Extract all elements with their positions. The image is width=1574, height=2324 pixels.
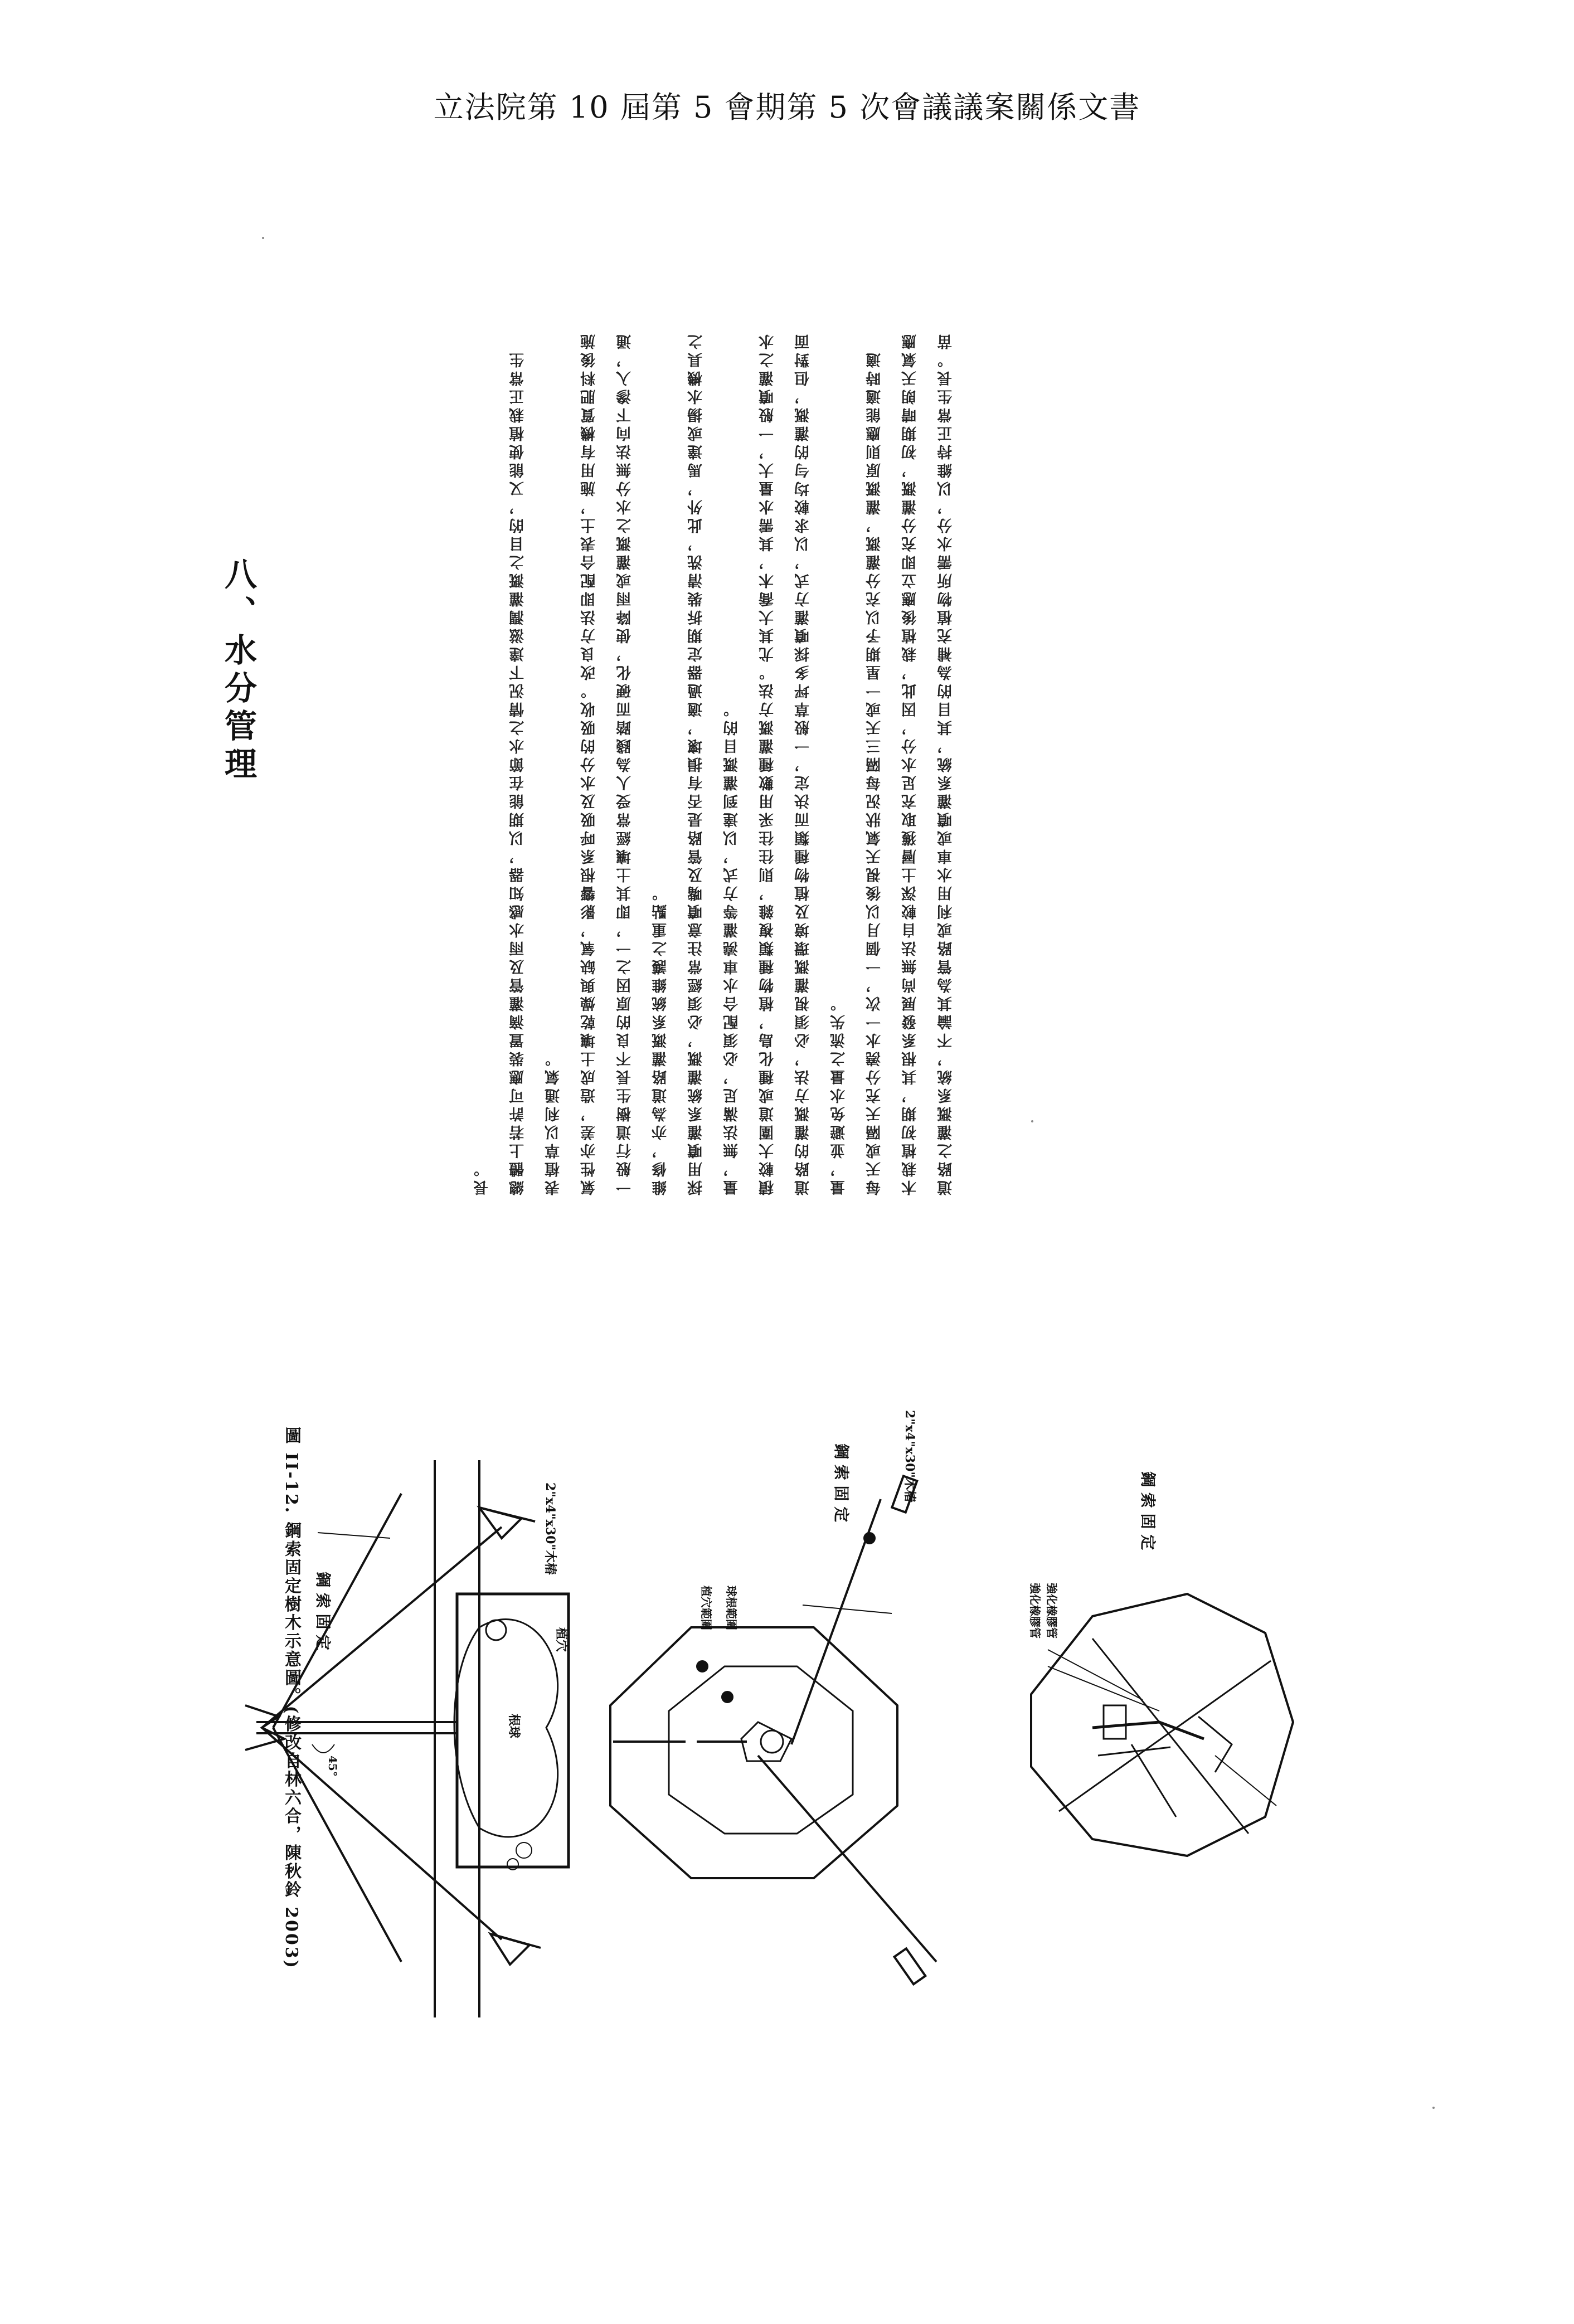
scan-speck [1432,2107,1435,2109]
plan-view-diagram [610,1476,936,1984]
hose-detail-diagram [1031,1594,1293,1856]
cable-fixing-label: 鋼 索 固 定 [314,1572,332,1651]
pit-range-label: 植穴範圍 [699,1586,713,1630]
paragraph: 一般行道樹生長不良的原因之一，即其土壤經常受人為踐踏而硬化，使降雨或灌溉之水分無法向下滲入，通氣性亦差，造成土壤乾燥與缺氧，影響根系呼吸及水分的吸收。改良方法即配合表土，施用有機質肥料後施表植草以利通氣。 [545,331,634,1195]
cable-fixing-label-2: 鋼 索 固 定 [832,1443,851,1523]
paragraph: 總體上若許可應裝置滴灌管及雨水感知器，以期能在節水之情況下達滋潤灌溉之目的，又能使植栽正常生長。 [474,349,527,1195]
root-ball-label: 根球 [507,1714,521,1739]
root-ball-range-label: 球根範圍 [725,1586,738,1630]
section-title: 八、水分管理 [219,557,257,785]
planting-pit-label: 植穴 [554,1627,569,1652]
stake-spec-label: 2"x4"x30"木樁 [543,1482,557,1575]
hose-outer-label: 強化橡膠管 [1028,1583,1042,1639]
document-header: 立法院第 10 屆第 5 會期第 5 次會議議案關係文書 [433,90,1141,125]
figure-caption: 圖 II-12. 鋼索固定樹木示意圖。(修改自林六合，陳秋鈴 2003) [281,1427,301,1970]
scan-speck [262,237,264,239]
paragraph: 道路之灌溉系統，不論其為管路或利用水車或噴灌系統，其目的為補充植物所需水分，以維持正常生長。苗木栽植初期，其根系發展尚無法自較深土層獲取充足水分，因此，栽植後應立即充分灌溉，初期晴朗天氣應每天或隔天充分澆水一次，一個月以後視天氣狀況每隔三天或一星期予以充分灌溉，灌溉原則應能適時適量，並避免水量之流失。 [830,331,955,1195]
scan-speck [1031,1120,1033,1122]
paragraph: 採用噴灌系統灌溉，必須經常注意噴嘴及管路是否有損壞，適過器定期拆裝清洗，此外，馬達或揚水機具之維修，亦為道路灌溉系統維護之重點。 [652,331,705,1195]
hose-inner-label: 強化橡膠管 [1045,1583,1058,1639]
stake-spec-label-2: 2"x4"x30"木樁 [902,1410,917,1503]
angle-label: 45° [326,1756,339,1777]
paragraph: 道路的灌溉方法，必須視灌溉環境及植物種類而決定，一般草坪多採噴灌方式，以求較均勻的灌溉，但對面積較大圍道或種化島，植物種類複雜，則往往采用數種灌溉方法。尤其大喬木，其需水量大，一般噴灌之水量，無法滿足，必須配合水車澆灌等方式，以達到灌溉目的。 [723,331,812,1195]
cable-fixing-label-3: 鋼 索 固 定 [1139,1471,1157,1550]
